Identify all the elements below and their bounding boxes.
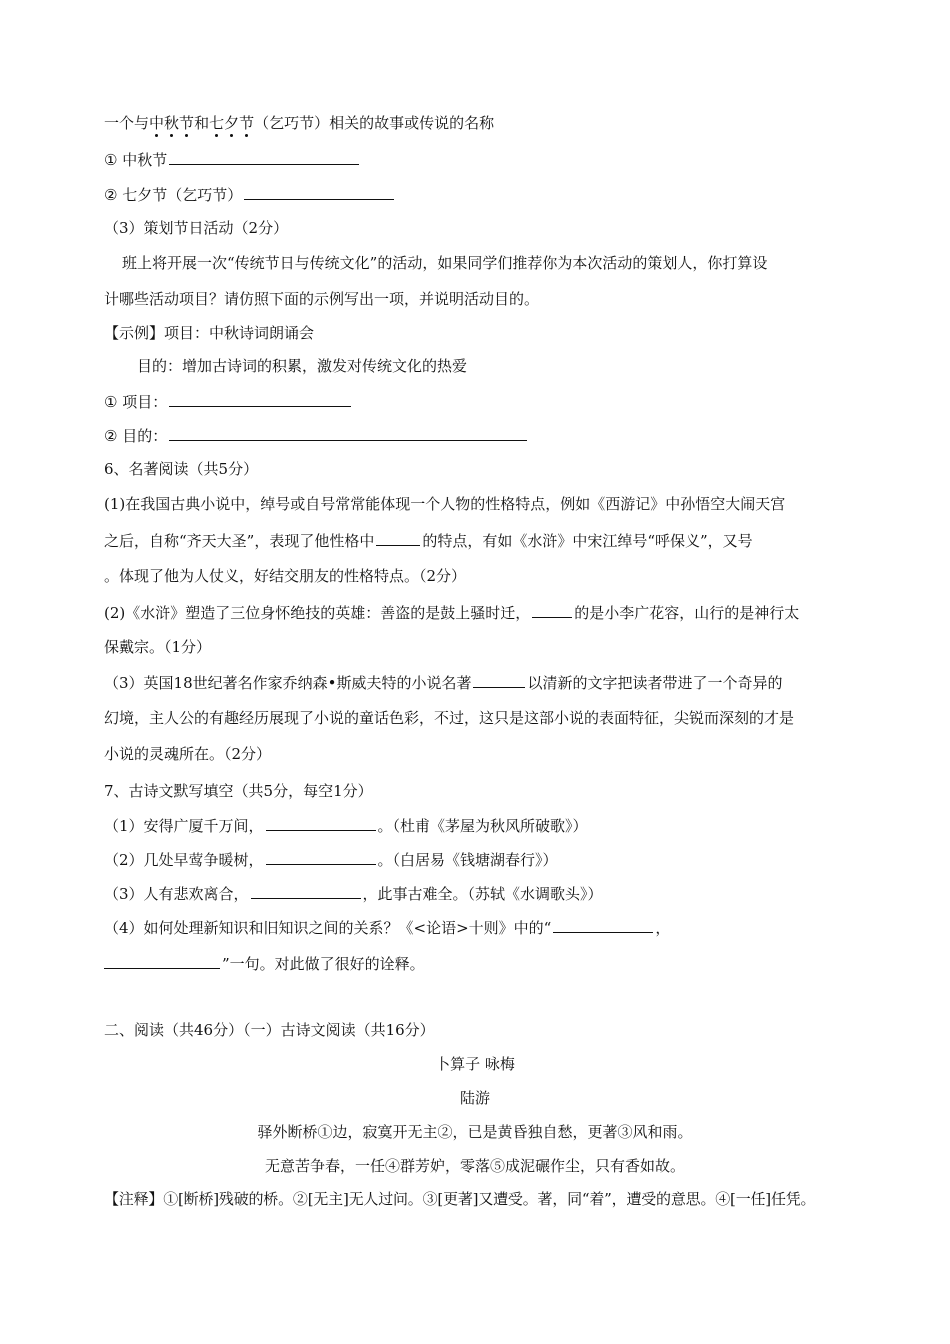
- answer-blank[interactable]: [169, 149, 359, 165]
- q7-item-continued: ”一句。对此做了很好的诠释。: [104, 953, 425, 974]
- q6-text-line: (2)《水浒》塑造了三位身怀绝技的英雄：善盗的是鼓上骚时迁， 的是小李广花容，山行的是神行太: [104, 604, 800, 622]
- answer-blank[interactable]: [266, 815, 376, 831]
- festival-story-prompt: 一个与中秋节和七夕节（乞巧节）相关的故事或传说的名称: [104, 114, 495, 132]
- answer-blank[interactable]: [104, 953, 220, 969]
- answer-line-qixi: ② 七夕节（乞巧节）: [104, 184, 396, 205]
- answer-blank[interactable]: [473, 672, 525, 688]
- q6-heading: 6、名著阅读（共5分）: [104, 460, 259, 478]
- q6-text-line: 保戴宗。（1分）: [104, 638, 212, 656]
- answer-line-project: ① 项目：: [104, 391, 353, 412]
- q7-item: （3）人有悲欢离合， ，此事古难全。（苏轼《水调歌头》）: [104, 885, 603, 903]
- q6-text-line: (1)在我国古典小说中，绰号或自号常常能体现一个人物的性格特点，例如《西游记》中孙悟空大闹天宫: [104, 495, 786, 513]
- section-2-heading: 二、阅读（共46分）（一）古诗文阅读（共16分）: [104, 1021, 435, 1039]
- example-item: 【示例】项目：中秋诗词朗诵会: [104, 324, 315, 342]
- answer-line-purpose: ② 目的：: [104, 425, 529, 446]
- q7-heading: 7、古诗文默写填空（共5分，每空1分）: [104, 782, 373, 800]
- answer-line-mid-autumn: ① 中秋节: [104, 149, 361, 170]
- answer-blank[interactable]: [266, 849, 376, 865]
- poem-author: 陆游: [459, 1089, 490, 1107]
- answer-blank[interactable]: [553, 917, 653, 933]
- plan-paragraph-line: 计哪些活动项目？请仿照下面的示例写出一项，并说明活动目的。: [104, 290, 540, 308]
- answer-blank[interactable]: [376, 530, 420, 546]
- answer-blank[interactable]: [244, 184, 394, 200]
- q6-text-line: 小说的灵魂所在。（2分）: [104, 745, 272, 763]
- q7-item: （4）如何处理新知识和旧知识之间的关系？《<论语>十则》中的“ ，: [104, 919, 671, 937]
- answer-blank[interactable]: [169, 425, 527, 441]
- plan-heading: （3）策划节日活动（2分）: [104, 219, 289, 237]
- example-purpose: 目的：增加古诗词的积累，激发对传统文化的热爱: [137, 357, 468, 375]
- dotted-emphasis-mid-autumn: 中秋节: [149, 114, 195, 132]
- plan-paragraph-line: 班上将开展一次“传统节日与传统文化”的活动，如果同学们推荐你为本次活动的策划人，你打算设: [122, 254, 768, 272]
- answer-blank[interactable]: [169, 391, 351, 407]
- q6-text-line: 之后，自称“齐天大圣”，表现了他性格中 的特点，有如《水浒》中宋江绰号“呼保义”，又号: [104, 532, 753, 550]
- q6-text-line: （3）英国18世纪著名作家乔纳森•斯威夫特的小说名著 以清新的文字把读者带进了一个奇异的: [104, 674, 783, 692]
- answer-blank[interactable]: [251, 883, 361, 899]
- dotted-emphasis-qixi: 七夕节: [209, 114, 255, 132]
- poem-notes: 【注释】①[断桥]残破的桥。②[无主]无人过问。③[更著]又遭受。著，同“着”，遭受的意思。④[一任]任凭。: [104, 1190, 816, 1208]
- q7-item: （1）安得广厦千万间， 。（杜甫《茅屋为秋风所破歌》）: [104, 817, 588, 835]
- q6-text-line: 。体现了他为人仗义，好结交朋友的性格特点。（2分）: [104, 567, 467, 585]
- poem-line: 无意苦争春，一任④群芳妒，零落⑤成泥碾作尘，只有香如故。: [264, 1157, 685, 1175]
- answer-blank[interactable]: [532, 602, 572, 618]
- q7-item: （2）几处早莺争暖树， 。（白居易《钱塘湖春行》）: [104, 851, 558, 869]
- q6-text-line: 幻境，主人公的有趣经历展现了小说的童话色彩，不过，这只是这部小说的表面特征，尖锐而深刻的才是: [104, 709, 795, 727]
- poem-title: 卜算子 咏梅: [435, 1055, 515, 1073]
- poem-line: 驿外断桥①边，寂寞开无主②，已是黄昏独自愁，更著③风和雨。: [257, 1123, 693, 1141]
